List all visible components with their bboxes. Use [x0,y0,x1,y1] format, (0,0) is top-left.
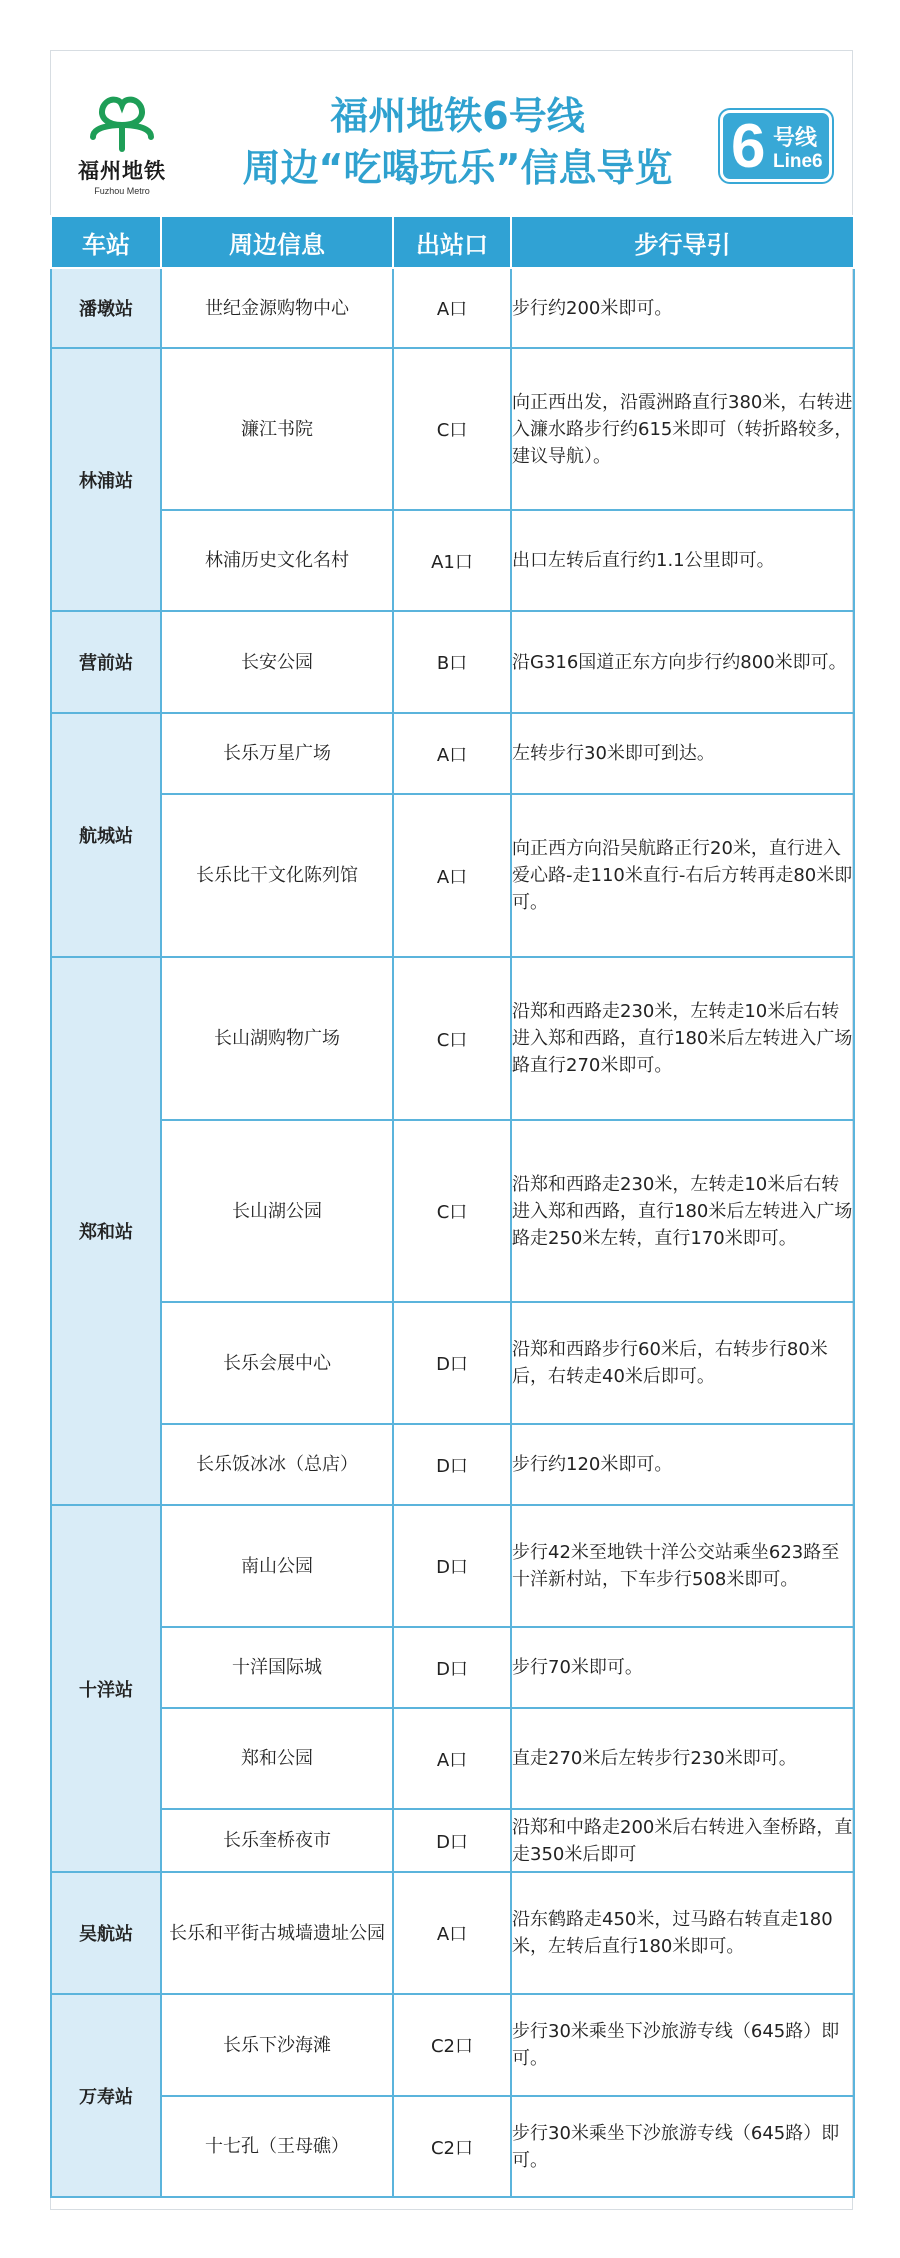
station-name: 万寿站 [51,1994,161,2197]
table-row [51,1627,854,1708]
table-row [51,2096,854,2197]
table-row [51,1872,854,1994]
exit-label: A口 [393,1872,511,1994]
exit-label: A口 [393,713,511,794]
header-nearby-info: 周边信息 [161,216,393,268]
exit-label: C口 [393,1120,511,1302]
fuzhou-metro-tree-icon [87,95,157,153]
walking-guide: 出口左转后直行约1.1公里即可。 [511,510,854,611]
table-row [51,1120,854,1302]
exit-label: D口 [393,1505,511,1627]
walking-guide: 向正西方向沿吴航路正行20米，直行进入爱心路-走110米直行-右后方转再走80米即可。 [511,794,854,957]
nearby-place: 郑和公园 [161,1708,393,1809]
logo-english-name: Fuzhou Metro [94,186,150,196]
exit-label: C2口 [393,1994,511,2096]
station-name: 吴航站 [51,1872,161,1994]
walking-guide: 沿郑和西路走230米，左转走10米后右转进入郑和西路，直行180米后左转进入广场路走250米左转，直行170米即可。 [511,1120,854,1302]
walking-guide: 步行约200米即可。 [511,268,854,348]
poster-title [185,90,730,194]
nearby-place: 长乐会展中心 [161,1302,393,1424]
nearby-place: 长乐和平街古城墙遗址公园 [161,1872,393,1994]
nearby-place: 长乐比干文化陈列馆 [161,794,393,957]
walking-guide: 沿G316国道正东方向步行约800米即可。 [511,611,854,713]
table-row [51,1809,854,1872]
nearby-place: 长山湖购物广场 [161,957,393,1120]
nearby-place: 林浦历史文化名村 [161,510,393,611]
table-header-row [51,216,854,268]
nearby-place: 长乐奎桥夜市 [161,1809,393,1872]
exit-label: A1口 [393,510,511,611]
header-exit: 出站口 [393,216,511,268]
station-name: 郑和站 [51,957,161,1505]
walking-guide: 向正西出发，沿霞洲路直行380米，右转进入濂水路步行约615米即可（转折路较多，建议导航）。 [511,348,854,510]
station-name: 营前站 [51,611,161,713]
table-row [51,268,854,348]
station-name: 十洋站 [51,1505,161,1872]
walking-guide: 步行约120米即可。 [511,1424,854,1505]
title-line-2: 周边“吃喝玩乐”信息导览 [242,146,673,190]
table-row [51,1505,854,1627]
table-row [51,348,854,510]
walking-guide: 直走270米后左转步行230米即可。 [511,1708,854,1809]
table-row [51,1424,854,1505]
metro-logo [72,95,172,195]
table-row [51,794,854,957]
header-walking-guide: 步行导引 [511,216,854,268]
line-badge [720,110,832,182]
station-guide-table [50,215,855,2198]
exit-label: B口 [393,611,511,713]
walking-guide: 沿郑和中路走200米后右转进入奎桥路，直走350米后即可 [511,1809,854,1872]
walking-guide: 步行70米即可。 [511,1627,854,1708]
nearby-place: 长乐饭冰冰（总店） [161,1424,393,1505]
line-en-label: Line6 [773,151,823,172]
walking-guide: 沿东鹤路走450米，过马路右转直走180米，左转后直行180米即可。 [511,1872,854,1994]
exit-label: D口 [393,1627,511,1708]
station-name: 林浦站 [51,348,161,611]
exit-label: C口 [393,957,511,1120]
walking-guide: 步行42米至地铁十洋公交站乘坐623路至十洋新村站，下车步行508米即可。 [511,1505,854,1627]
nearby-place: 长乐下沙海滩 [161,1994,393,2096]
exit-label: D口 [393,1809,511,1872]
table-row [51,713,854,794]
line-cn-label: 号线 [773,126,818,151]
walking-guide: 步行30米乘坐下沙旅游专线（645路）即可。 [511,2096,854,2197]
nearby-place: 南山公园 [161,1505,393,1627]
nearby-place: 长山湖公园 [161,1120,393,1302]
table-row [51,510,854,611]
walking-guide: 沿郑和西路步行60米后，右转步行80米后，右转走40米后即可。 [511,1302,854,1424]
line-number: 6 [731,112,766,181]
header-station: 车站 [51,216,161,268]
nearby-place: 濂江书院 [161,348,393,510]
poster-header [50,50,853,215]
station-name: 潘墩站 [51,268,161,348]
nearby-place: 十七孔（王母礁） [161,2096,393,2197]
exit-label: A口 [393,268,511,348]
walking-guide: 步行30米乘坐下沙旅游专线（645路）即可。 [511,1994,854,2096]
logo-chinese-name: 福州地铁 [78,159,166,183]
table-row [51,1708,854,1809]
nearby-place: 世纪金源购物中心 [161,268,393,348]
exit-label: D口 [393,1302,511,1424]
nearby-place: 十洋国际城 [161,1627,393,1708]
table-row [51,1994,854,2096]
nearby-place: 长安公园 [161,611,393,713]
walking-guide: 沿郑和西路走230米，左转走10米后右转进入郑和西路，直行180米后左转进入广场路直行270米即可。 [511,957,854,1120]
exit-label: D口 [393,1424,511,1505]
station-name: 航城站 [51,713,161,957]
exit-label: C2口 [393,2096,511,2197]
exit-label: A口 [393,1708,511,1809]
walking-guide: 左转步行30米即可到达。 [511,713,854,794]
nearby-place: 长乐万星广场 [161,713,393,794]
table-row [51,1302,854,1424]
table-row [51,611,854,713]
exit-label: A口 [393,794,511,957]
table-row [51,957,854,1120]
exit-label: C口 [393,348,511,510]
title-line-1: 福州地铁6号线 [330,94,585,138]
